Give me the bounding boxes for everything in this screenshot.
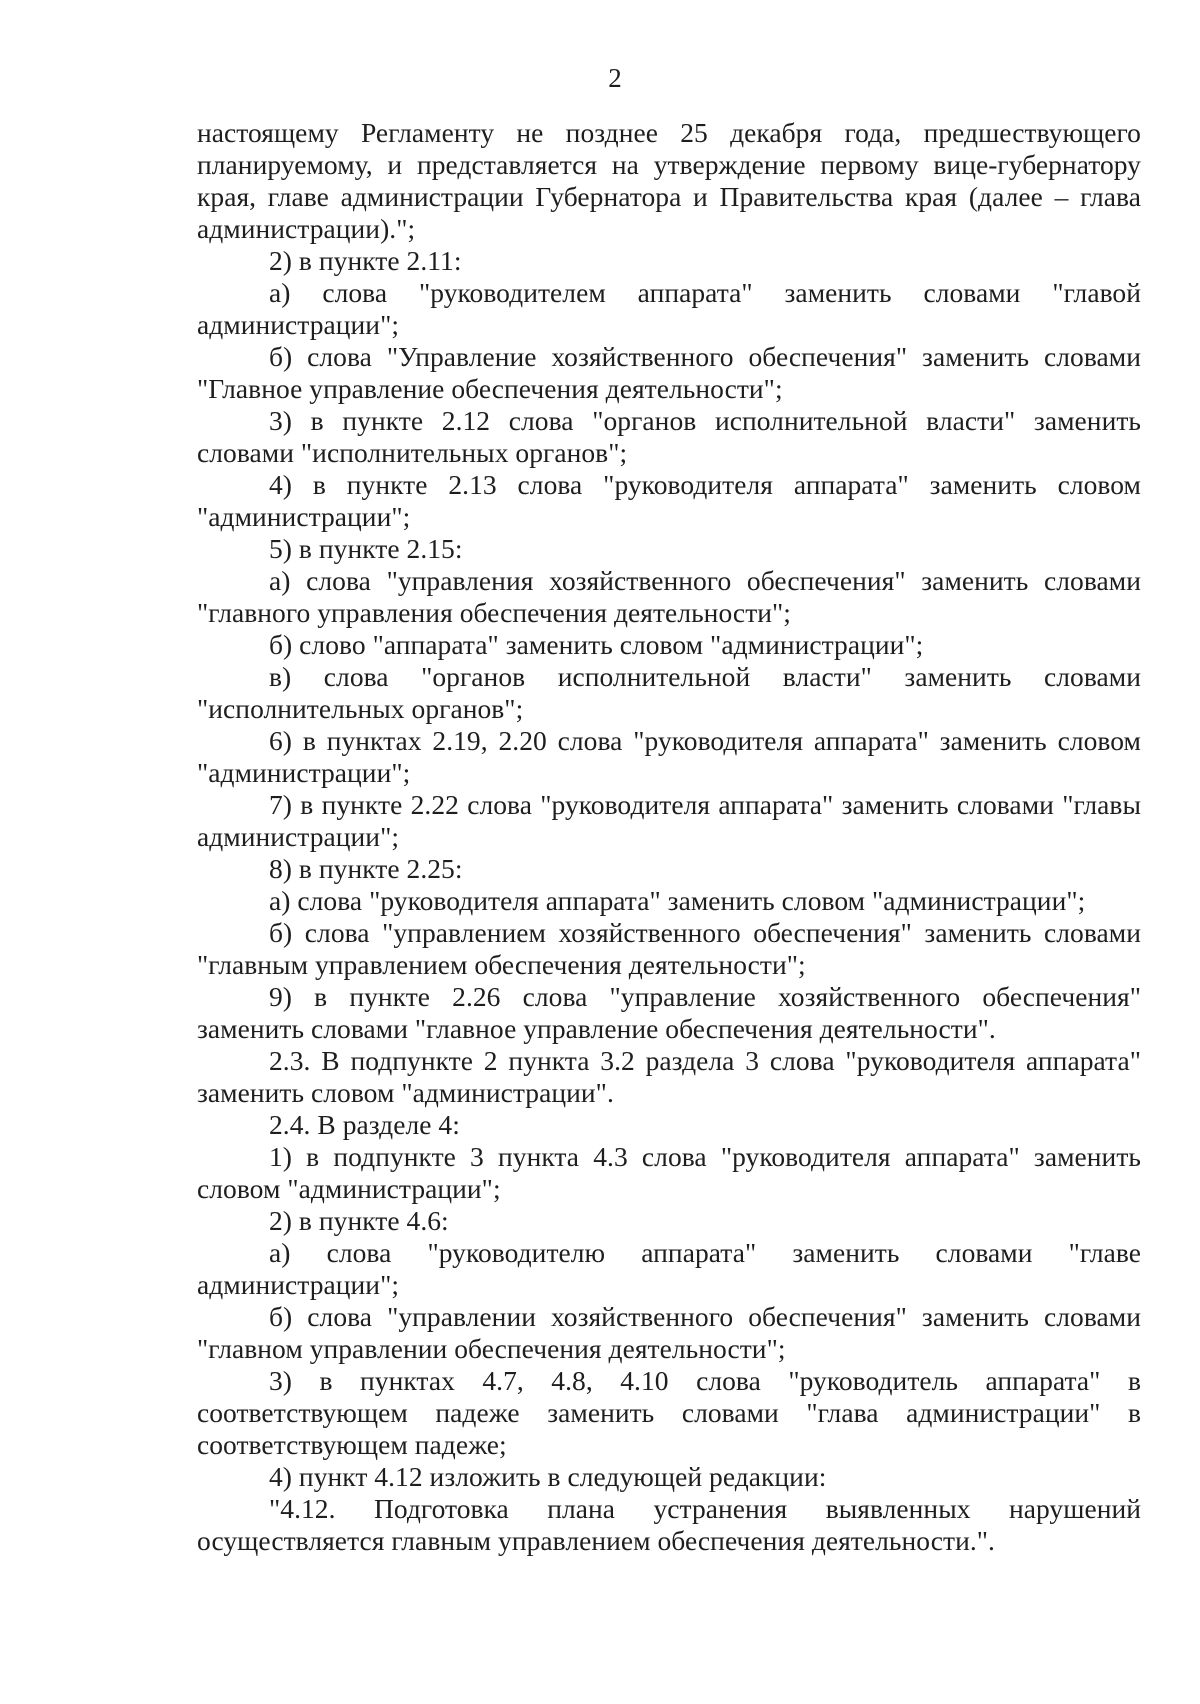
paragraph: 4) пункт 4.12 изложить в следующей редакции: [269, 1461, 827, 1492]
page-number: 2 [608, 63, 622, 93]
paragraph: 5) в пункте 2.15: [269, 533, 463, 564]
paragraph: 3) в пунктах 4.7, 4.8, 4.10 слова "руководитель аппарата" в соответствующем падеже заменить словами "глава администрации" в соответствующем падеже; [197, 1365, 1141, 1460]
paragraph: 2) в пункте 4.6: [269, 1205, 449, 1236]
paragraph: а) слова "руководителем аппарата" заменить словами "главой администрации"; [197, 277, 1141, 340]
paragraph: 2) в пункте 2.11: [269, 245, 462, 276]
paragraph: "4.12. Подготовка плана устранения выявленных нарушений осуществляется главным управлением обеспечения деятельности.". [197, 1493, 1141, 1556]
paragraph: настоящему Регламенту не позднее 25 декабря года, предшествующего планируемому, и представляется на утверждение первому вице-губернатору края, главе администрации Губернатора и Правительства края (далее – глава администрации)."; [197, 117, 1141, 244]
paragraph: 7) в пункте 2.22 слова "руководителя аппарата" заменить словами "главы администрации"; [197, 789, 1141, 852]
paragraph: а) слова "руководителя аппарата" заменить словом "администрации"; [269, 885, 1086, 916]
paragraph: 1) в подпункте 3 пункта 4.3 слова "руководителя аппарата" заменить словом "администрации"; [197, 1141, 1141, 1204]
document-body [197, 117, 1141, 1557]
paragraph: 2.3. В подпункте 2 пункта 3.2 раздела 3 слова "руководителя аппарата" заменить словом "администрации". [197, 1045, 1141, 1108]
paragraph: б) слово "аппарата" заменить словом "администрации"; [269, 629, 924, 660]
paragraph: 9) в пункте 2.26 слова "управление хозяйственного обеспечения" заменить словами "главное управление обеспечения деятельности". [197, 981, 1141, 1044]
paragraph: в) слова "органов исполнительной власти" заменить словами "исполнительных органов"; [197, 661, 1141, 724]
paragraph: б) слова "управлением хозяйственного обеспечения" заменить словами "главным управлением обеспечения деятельности"; [197, 917, 1141, 980]
paragraph: 2.4. В разделе 4: [269, 1109, 460, 1140]
paragraph: а) слова "управления хозяйственного обеспечения" заменить словами "главного управления обеспечения деятельности"; [197, 565, 1141, 628]
paragraph: б) слова "Управление хозяйственного обеспечения" заменить словами "Главное управление обеспечения деятельности"; [197, 341, 1141, 404]
paragraph: 4) в пункте 2.13 слова "руководителя аппарата" заменить словом "администрации"; [197, 469, 1141, 532]
paragraph: 8) в пункте 2.25: [269, 853, 463, 884]
paragraph: 6) в пунктах 2.19, 2.20 слова "руководителя аппарата" заменить словом "администрации"; [197, 725, 1141, 788]
paragraph: 3) в пункте 2.12 слова "органов исполнительной власти" заменить словами "исполнительных органов"; [197, 405, 1141, 468]
paragraph: а) слова "руководителю аппарата" заменить словами "главе администрации"; [197, 1237, 1141, 1300]
paragraph: б) слова "управлении хозяйственного обеспечения" заменить словами "главном управлении обеспечения деятельности"; [197, 1301, 1141, 1364]
